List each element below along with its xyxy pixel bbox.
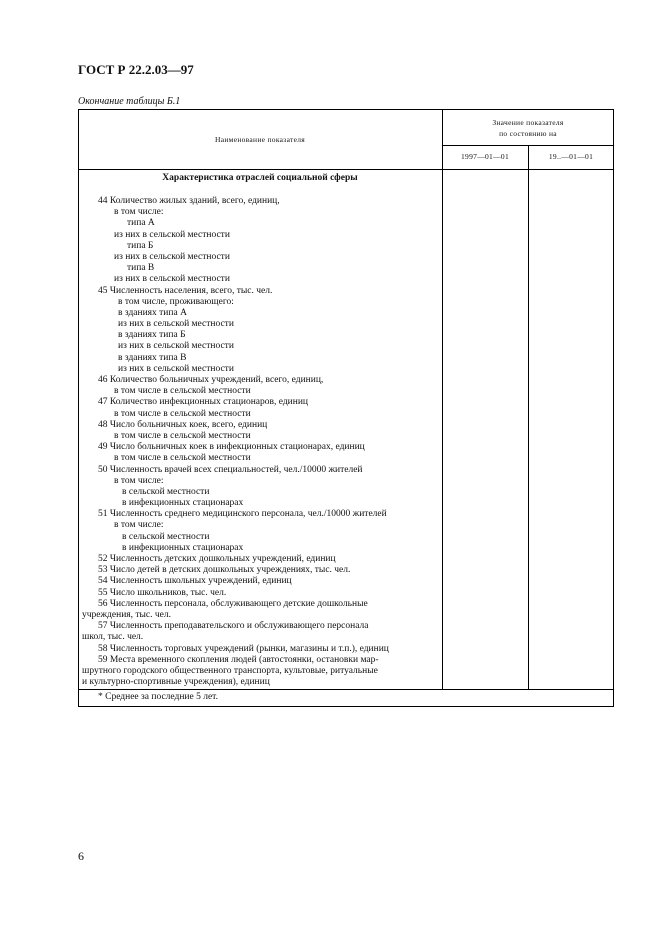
- table-row: в сельской местности: [122, 531, 210, 542]
- table-row: 50 Численность врачей всех специальностей, чел./10000 жителей: [98, 464, 363, 475]
- table-row: из них в сельской местности: [114, 251, 230, 262]
- indicator-list: [82, 196, 440, 688]
- table-row: 56 Численность персонала, обслуживающего детские дошкольные: [98, 598, 368, 609]
- value-header-line2: по состоянию на: [499, 129, 557, 138]
- table-row: школ, тыс. чел.: [82, 632, 144, 643]
- table-row: 52 Численность детских дошкольных учреждений, единиц: [98, 554, 336, 564]
- table-row: 45 Численность населения, всего, тыс. чел.: [98, 285, 273, 296]
- table-row: типа А: [127, 218, 155, 229]
- table-row: типа В: [127, 263, 155, 274]
- table-row: 48 Число больничных коек, всего, единиц: [98, 419, 268, 430]
- table-row: в том числе:: [114, 520, 164, 531]
- column-divider-dates: [528, 145, 529, 689]
- column-divider-main: [442, 109, 443, 689]
- table-row: в инфекционных стационарах: [122, 542, 244, 553]
- table-row: 47 Количество инфекционных стационаров, единиц: [98, 397, 308, 408]
- table-row: в том числе в сельской местности: [114, 386, 251, 397]
- table-row: 55 Число школьников, тыс. чел.: [98, 587, 227, 598]
- table-row: типа Б: [127, 240, 154, 251]
- table-row: 59 Места временного скопления людей (автостоянки, остановки мар-: [98, 654, 379, 665]
- table-row: в том числе в сельской местности: [114, 430, 251, 441]
- page-number: 6: [78, 849, 84, 863]
- table-row: 54 Численность школьных учреждений, единиц: [98, 576, 292, 587]
- document-code: ГОСТ Р 22.2.03—97: [78, 62, 194, 77]
- header-bottom-line: [78, 169, 614, 170]
- table-row: 44 Количество жилых зданий, всего, единиц,: [98, 196, 280, 206]
- column-header-value: [442, 111, 614, 145]
- column-header-date1: 1997—01—01: [461, 151, 509, 161]
- footnote: * Среднее за последние 5 лет.: [98, 692, 218, 702]
- table-row: и культурно-спортивные учреждения), единиц: [82, 677, 270, 688]
- table-row: 58 Численность торговых учреждений (рынки, магазины и т.п.), единиц: [98, 643, 389, 654]
- table-row: в том числе:: [114, 207, 164, 218]
- table-row: 53 Число детей в детских дошкольных учреждениях, тыс. чел.: [98, 565, 351, 576]
- table-row: из них в сельской местности: [114, 274, 230, 285]
- table-row: в том числе в сельской местности: [114, 408, 251, 419]
- table-row: шрутного городского общественного транспорта, культовые, ритуальные: [82, 665, 378, 676]
- table-row: 57 Численность преподавательского и обслуживающего персонала: [98, 621, 369, 632]
- footnote-divider: [78, 689, 614, 690]
- value-header-line1: Значение показателя: [492, 118, 564, 127]
- table-row: 51 Численность среднего медицинского персонала, чел./10000 жителей: [98, 509, 387, 520]
- table-row: в инфекционных стационарах: [122, 498, 244, 509]
- column-header-date2: 19..—01—01: [548, 151, 594, 161]
- table-row: из них в сельской местности: [118, 319, 234, 330]
- table-caption: Окончание таблицы Б.1: [78, 96, 181, 107]
- table-row: учреждения, тыс. чел.: [82, 609, 172, 620]
- table-row: в том числе, проживающего:: [118, 296, 234, 307]
- table-row: в сельской местности: [122, 486, 210, 497]
- table-row: 49 Число больничных коек в инфекционных стационарах, единиц: [98, 442, 365, 453]
- table-row: в зданиях типа А: [118, 307, 187, 318]
- table-row: из них в сельской местности: [118, 341, 234, 352]
- table-row: в зданиях типа В: [118, 352, 187, 363]
- section-title: Характеристика отраслей социальной сферы: [162, 173, 358, 183]
- table-row: 46 Количество больничных учреждений, всего, единиц,: [98, 375, 324, 385]
- table-row: в зданиях типа Б: [118, 330, 186, 341]
- table-row: из них в сельской местности: [114, 229, 230, 240]
- table-row: из них в сельской местности: [118, 363, 234, 374]
- table-row: в том числе:: [114, 475, 164, 486]
- column-header-name: Наименование показателя: [214, 134, 306, 144]
- table-row: в том числе в сельской местности: [114, 453, 251, 464]
